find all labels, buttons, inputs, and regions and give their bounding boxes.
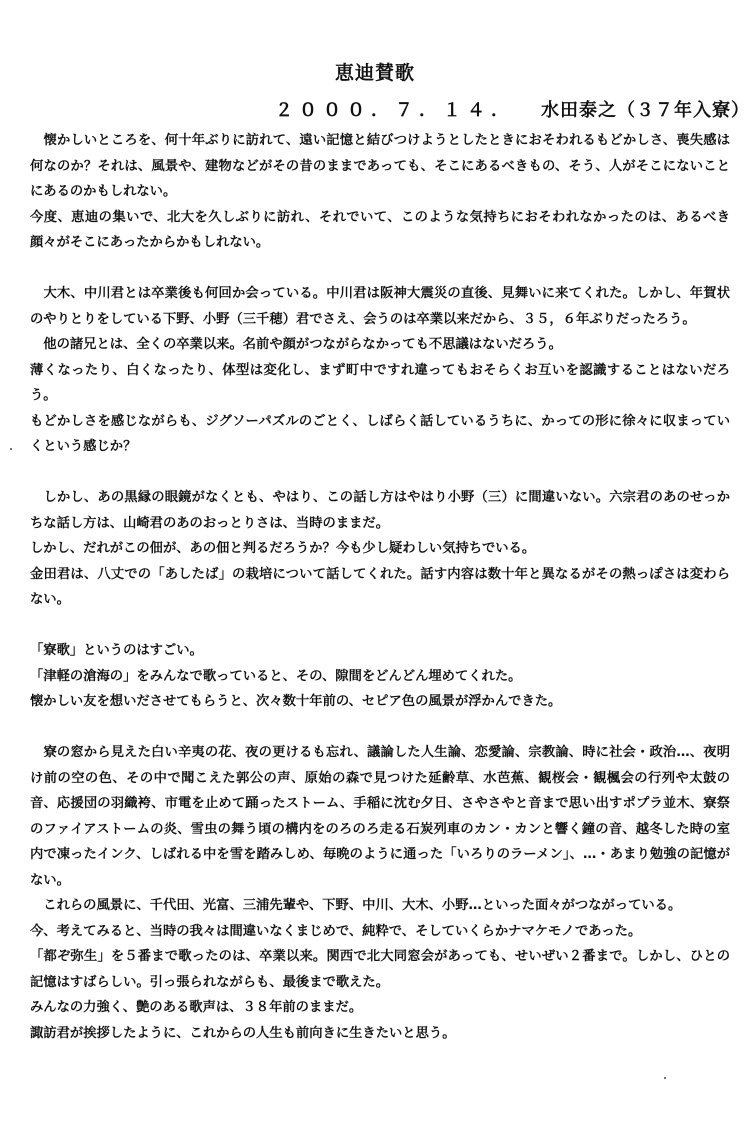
date: ２０００．７．１４． (275, 100, 515, 121)
paragraph-4: 「寮歌」というのはすごい。 「津軽の滄海の」をみんなで歌っていると、その、隙間をどんどん埋めてくれた。 懐かしい友を想いださせてもらうと、次々数十年前の、セピア色の風景が浮かんできた。 (30, 643, 562, 709)
byline (275, 96, 750, 122)
paragraph-2: 大木、中川君とは卒業後も何回か会っている。中川君は阪神大震災の直後、見舞いに来てくれた。しかし、年賀状のやりとりをしている下野、小野（三千穂）君でさえ、会うのは卒業以来だから、３５，６年ぶりだったろう。 他の諸兄とは、全くの卒業以来。名前や顔がつながらなかっても不思議はないだろう。 薄くなったり、白くなったり、体型は変化し、まず町中ですれ違ってもおそらくお互いを認識することはないだろう。 もどかしさを感じながらも、ジグソーパズルのごとく、しばらく話しているうちに、かっての形に徐々に収まっていくという感じか？ (30, 286, 730, 454)
paragraph-gap (30, 256, 730, 282)
author: 水田泰之（３７年入寮） (541, 100, 750, 121)
paragraph-gap (30, 460, 730, 486)
paragraph-gap (30, 715, 730, 741)
scan-speck (10, 448, 12, 450)
paragraph-1: 懐かしいところを、何十年ぶりに訪れて、遠い記憶と結びつけようとしたときにおそわれるもどかしさ、喪失感は何なのか？それは、風景や、建物などがその昔のままであっても、そこにあるべきもの、そう、人がそこにないことにあるのかもしれない。 今度、恵迪の集いで、北大を久しぶりに訪れ、それでいて、このような気持ちにおそわれなかったのは、あるべき顔々がそこにあったからかもしれない。 (30, 133, 730, 250)
paragraph-3: しかし、あの黒縁の眼鏡がなくとも、やはり、この話し方はやはり小野（三）に間違いない。六宗君のあのせっかちな話し方は、山崎君のあのおっとりさは、当時のままだ。 しかし、だれがこの佃が、あの佃と判るだろうか？今も少し疑わしい気持ちでいる。 金田君は、八丈での「あしたば」の栽培について話してくれた。話す内容は数十年と異なるがその熱っぽさは変わらない。 (30, 490, 730, 607)
paragraph-5: 寮の窓から見えた白い辛夷の花、夜の更けるも忘れ、議論した人生論、恋愛論、宗教論、時に社会・政治…、夜明け前の空の色、その中で聞こえた郭公の声、原始の森で見つけた延齢草、水芭蕉、観桜会・観楓会の行列や太鼓の音、応援団の羽織袴、市電を止めて踊ったストーム、手稲に沈む夕日、さやさやと音まで思い出すポプラ並木、寮祭のファイアストームの炎、雪虫の舞う頃の構内をのろのろ走る石炭列車のカン・カンと響く鐘の音、越冬した時の室内で凍ったインク、しばれる中を雪を踏みしめ、毎晩のように通った「いろりのラーメン」、…・あまり勉強の記憶がない。 これらの風景に、千代田、光富、三浦先輩や、下野、中川、大木、小野…といった面々がつながっている。 今、考えてみると、当時の我々は間違いなくまじめで、純粋で、そしていくらかナマケモノであった。 「都ぞ弥生」を５番まで歌ったのは、卒業以来。関西で北大同窓会があっても、せいぜい２番まで。しかし、ひとの記憶はすばらしい。引っ張られながらも、最後まで歌えた。 みんなの力強く、艶のある歌声は、３８年前のままだ。 諏訪君が挨拶したように、これからの人生も前向きに生きたいと思う。 (30, 745, 730, 1041)
paragraph-gap (30, 613, 730, 639)
document-body (30, 128, 730, 1046)
document-title: 恵迪賛歌 (334, 62, 415, 84)
scan-speck (664, 1077, 666, 1079)
